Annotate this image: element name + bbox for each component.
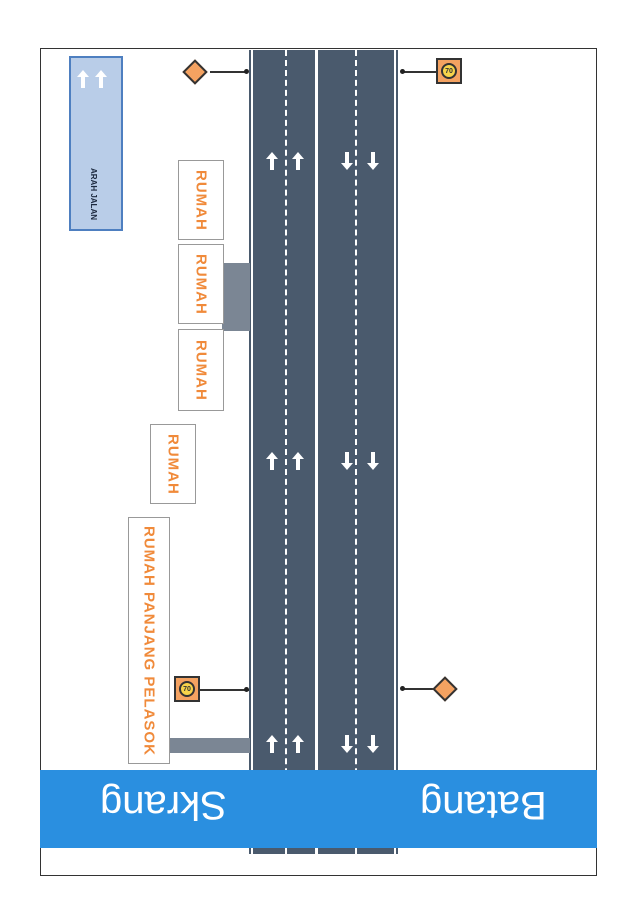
road-edge-line (251, 50, 253, 854)
legend-label: ARAH JALAN (89, 168, 98, 220)
up-arrow-icon (292, 452, 304, 470)
sign-pole (199, 689, 249, 691)
house-label: RUMAH (192, 253, 210, 315)
median (315, 50, 318, 854)
river-banner (40, 770, 597, 848)
up-arrow-icon (266, 452, 278, 470)
sign-post-dot (244, 687, 249, 692)
sign-post-dot (244, 69, 249, 74)
speed-limit-value: 70 (179, 681, 195, 697)
down-arrow-icon (341, 735, 353, 753)
up-arrow-icon (292, 735, 304, 753)
lane-arrows-down (341, 735, 379, 753)
house-label: RUMAH (164, 433, 182, 495)
access-road (222, 263, 250, 331)
access-road (168, 738, 250, 753)
down-arrow-icon (367, 452, 379, 470)
sign-post-dot (400, 69, 405, 74)
house-label: RUMAH (192, 339, 210, 401)
down-arrow-icon (367, 735, 379, 753)
river-name-part: Batang (420, 783, 547, 827)
sign-post-dot (400, 686, 405, 691)
up-arrow-icon (266, 735, 278, 753)
house-label-box (178, 329, 224, 411)
lane-arrows-up (266, 152, 304, 170)
house-label-box (178, 160, 224, 240)
lane-arrows-up (266, 735, 304, 753)
direction-legend (69, 56, 123, 231)
up-arrow-icon (292, 152, 304, 170)
lane-arrows-down (341, 452, 379, 470)
down-arrow-icon (367, 152, 379, 170)
sign-pole (210, 71, 248, 73)
lane-arrows-down (341, 152, 379, 170)
down-arrow-icon (341, 452, 353, 470)
sign-pole (402, 688, 436, 690)
house-label-box (178, 244, 224, 324)
up-arrow-icon (95, 70, 107, 88)
speed-limit-value: 70 (441, 63, 457, 79)
legend-arrows (77, 70, 107, 88)
longhouse-label: RUMAH PANJANG PELASOK (140, 525, 158, 756)
up-arrow-icon (77, 70, 89, 88)
sign-pole (402, 71, 438, 73)
up-arrow-icon (266, 152, 278, 170)
house-label: RUMAH (192, 169, 210, 231)
road-edge-line (394, 50, 396, 854)
down-arrow-icon (341, 152, 353, 170)
river-name-part: Skrang (100, 783, 227, 827)
house-label-box (150, 424, 196, 504)
lane-arrows-up (266, 452, 304, 470)
longhouse-label-box (128, 517, 170, 764)
